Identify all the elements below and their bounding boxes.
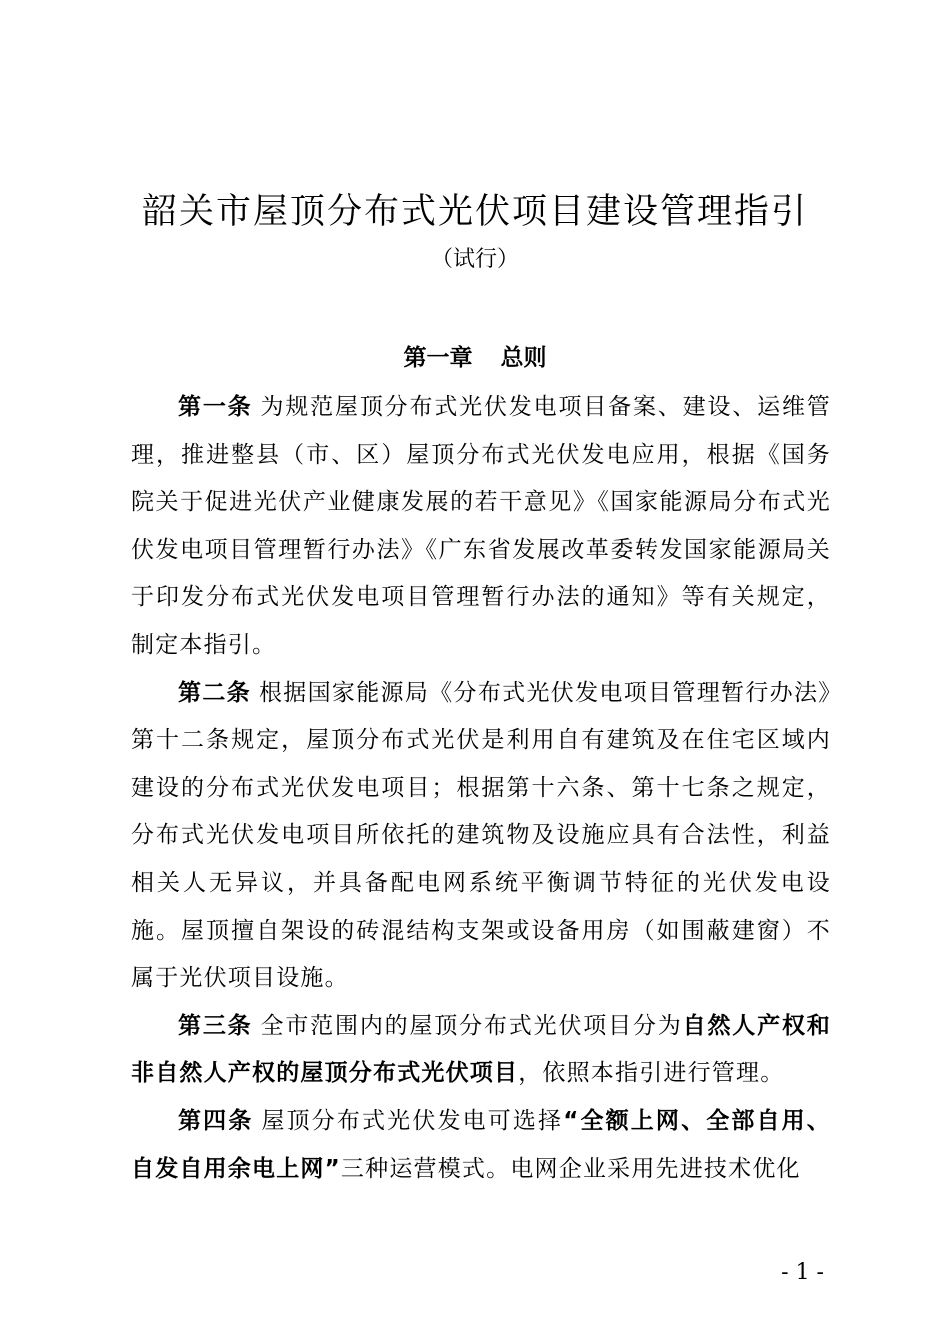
document-subtitle: （试行） (430, 247, 519, 272)
document-title: 韶关市屋顶分布式光伏项目建设管理指引 (141, 192, 808, 232)
article-text-after: 三种运营模式。电网企业采用先进技术优化 (340, 1155, 801, 1182)
article-label: 第三条 (178, 1012, 253, 1039)
article-2 (131, 670, 831, 1003)
article-4 (131, 1098, 831, 1193)
article-text-after: ，依照本指引进行管理。 (518, 1060, 785, 1087)
chapter-name: 总则 (500, 345, 547, 371)
article-label: 第二条 (178, 679, 251, 706)
article-label: 第四条 (178, 1107, 254, 1134)
article-label: 第一条 (178, 394, 253, 420)
article-1 (131, 384, 831, 670)
article-3 (131, 1003, 831, 1098)
article-text: 为规范屋顶分布式光伏发电项目备案、建设、运维管理，推进整县（市、区）屋顶分布式光伏发电应用，根据《国务院关于促进光伏产业健康发展的若干意见》《国家能源局分布式光伏发电项目管理暂行办法》《广东省发展改革委转发国家能源局关于印发分布式光伏发电项目管理暂行办法的通知》等有关规定，制定本指引。 (131, 394, 831, 658)
chapter-heading (0, 342, 950, 374)
article-emphasis: 自然人产权和非自然人产权的屋顶分布式光伏项目 (131, 1012, 831, 1087)
page-number: - 1 - (781, 1260, 824, 1285)
article-emphasis: “全额上网、全部自用、自发自用余电上网” (131, 1107, 831, 1182)
document-body (131, 384, 831, 1193)
article-text-before: 全市范围内的屋顶分布式光伏项目分为 (260, 1012, 683, 1039)
chapter-number: 第一章 (403, 345, 473, 371)
article-text: 根据国家能源局《分布式光伏发电项目管理暂行办法》第十二条规定，屋顶分布式光伏是利用自有建筑及在住宅区域内建设的分布式光伏发电项目；根据第十六条、第十七条之规定，分布式光伏发电项目所依托的建筑物及设施应具有合法性，利益相关人无异议，并具备配电网系统平衡调节特征的光伏发电设施。屋顶擅自架设的砖混结构支架或设备用房（如围蔽建窗）不属于光伏项目设施。 (131, 679, 831, 992)
article-text-before: 屋顶分布式光伏发电可选择 (261, 1107, 564, 1134)
